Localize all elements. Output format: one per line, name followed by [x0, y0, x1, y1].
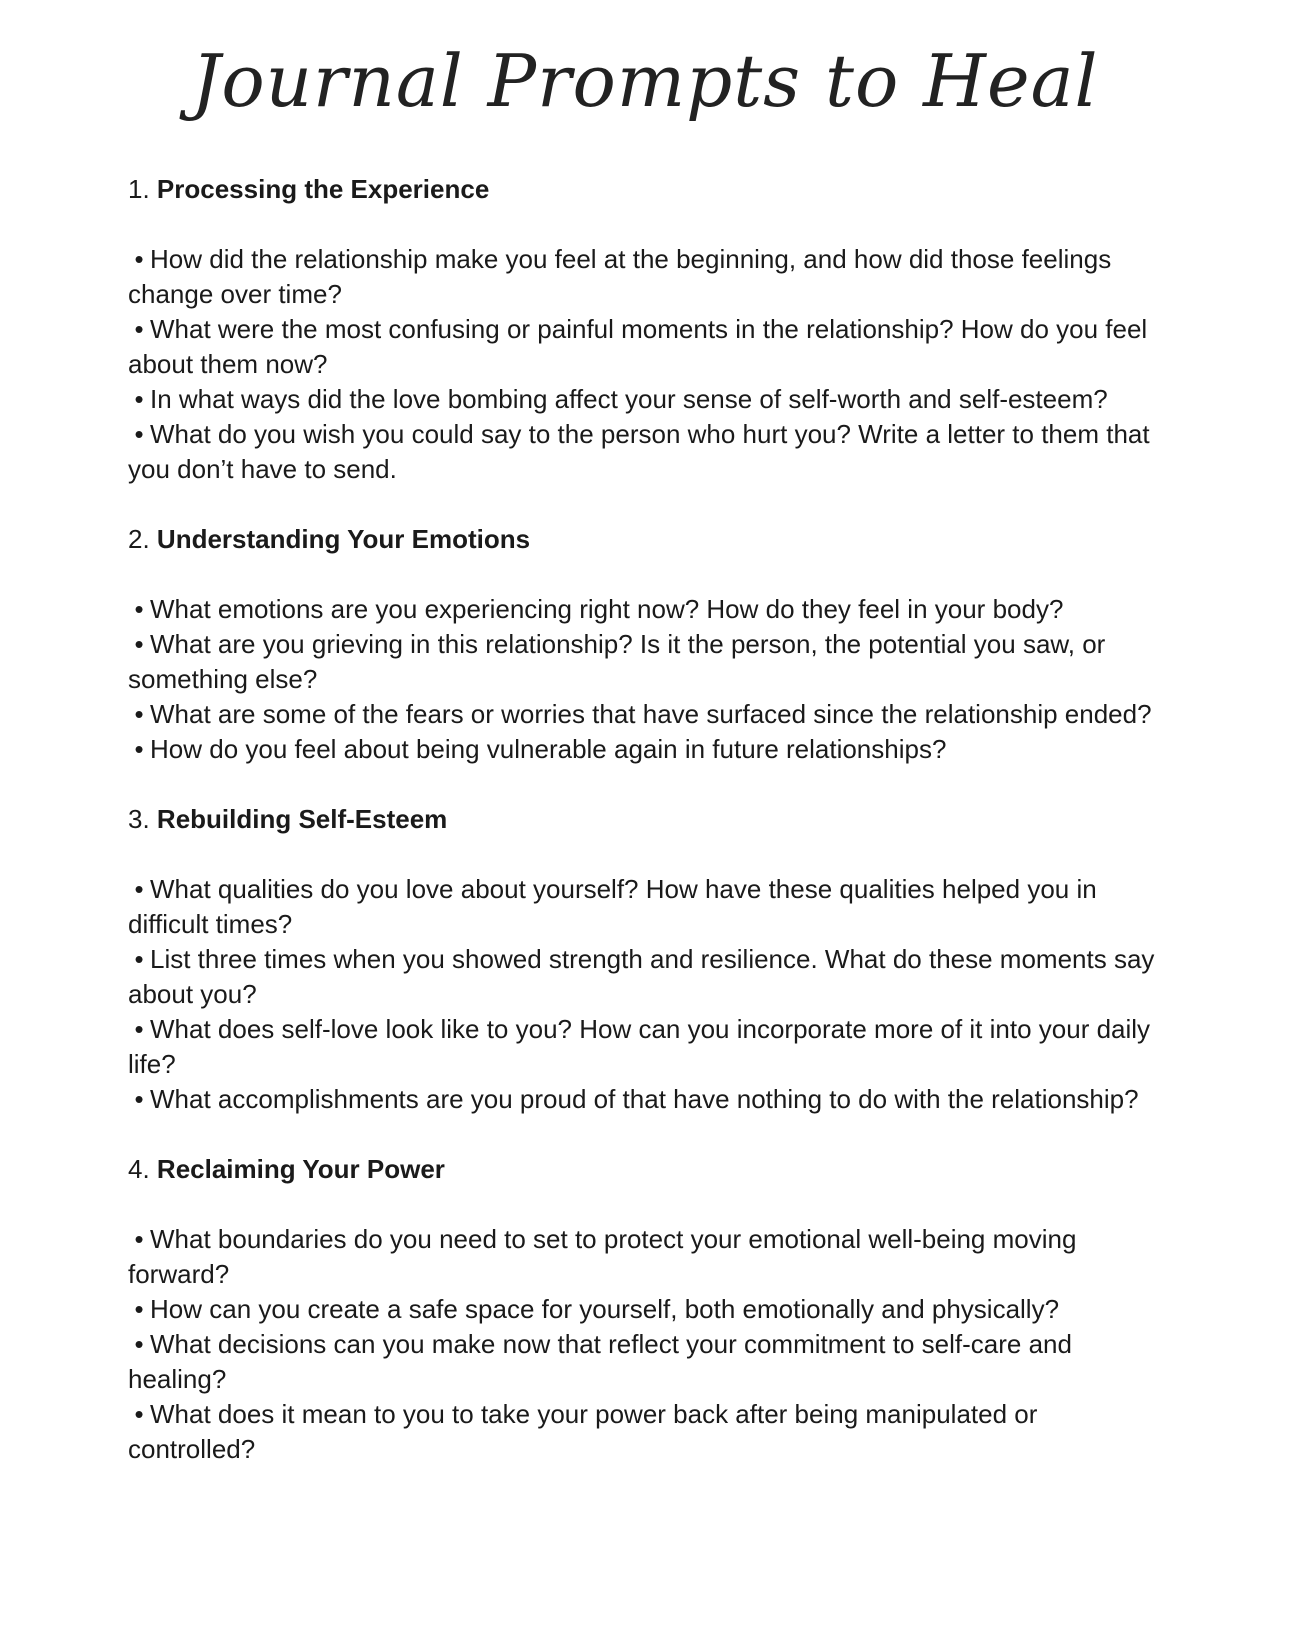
section-heading [128, 172, 1168, 207]
prompt-item [128, 872, 1168, 942]
section-title: Processing the Experience [156, 174, 490, 204]
bullet: • [134, 699, 144, 729]
section-title: Understanding Your Emotions [156, 524, 531, 554]
prompt-item [128, 697, 1168, 732]
prompt-text: What are you grieving in this relationship? Is it the person, the potential you saw, or something else? [128, 629, 1106, 694]
prompt-text: How do you feel about being vulnerable again in future relationships? [150, 734, 947, 764]
section-reclaiming-your-power [128, 1152, 1168, 1467]
bullet: • [134, 1294, 144, 1324]
bullet: • [134, 314, 144, 344]
section-number: 2. [128, 524, 150, 554]
prompt-text: What boundaries do you need to set to protect your emotional well-being moving forward? [128, 1224, 1077, 1289]
prompt-text: List three times when you showed strength and resilience. What do these moments say about you? [128, 944, 1155, 1009]
prompt-item [128, 1012, 1168, 1082]
prompt-text: What qualities do you love about yourself? How have these qualities helped you in difficult times? [128, 874, 1097, 939]
section-heading [128, 1152, 1168, 1187]
prompt-text: In what ways did the love bombing affect your sense of self-worth and self-esteem? [150, 384, 1108, 414]
prompt-item [128, 627, 1168, 697]
bullet: • [134, 734, 144, 764]
prompt-item [128, 382, 1168, 417]
prompt-item [128, 1327, 1168, 1397]
prompt-item [128, 732, 1168, 767]
section-number: 4. [128, 1154, 150, 1184]
bullet: • [134, 419, 144, 449]
prompt-text: How can you create a safe space for yourself, both emotionally and physically? [150, 1294, 1060, 1324]
prompt-item [128, 417, 1168, 487]
prompt-text: What accomplishments are you proud of that have nothing to do with the relationship? [150, 1084, 1139, 1114]
bullet: • [134, 1084, 144, 1114]
prompt-item [128, 1082, 1168, 1117]
bullet: • [134, 1329, 144, 1359]
bullet: • [134, 944, 144, 974]
bullet: • [134, 594, 144, 624]
prompt-text: What are some of the fears or worries that have surfaced since the relationship ended? [150, 699, 1152, 729]
section-rebuilding-self-esteem [128, 802, 1168, 1117]
bullet: • [134, 244, 144, 274]
prompt-text: How did the relationship make you feel at the beginning, and how did those feelings change over time? [128, 244, 1112, 309]
prompt-item [128, 592, 1168, 627]
section-heading [128, 802, 1168, 837]
bullet: • [134, 1224, 144, 1254]
prompt-text: What does it mean to you to take your power back after being manipulated or controlled? [128, 1399, 1038, 1464]
bullet: • [134, 874, 144, 904]
bullet: • [134, 1399, 144, 1429]
prompt-item [128, 1292, 1168, 1327]
page-title: Journal Prompts to Heal [191, 39, 1099, 123]
prompt-item [128, 1222, 1168, 1292]
prompt-text: What does self-love look like to you? How can you incorporate more of it into your daily life? [128, 1014, 1151, 1079]
prompt-item [128, 1397, 1168, 1467]
section-number: 1. [128, 174, 150, 204]
prompt-item [128, 942, 1168, 1012]
bullet: • [134, 629, 144, 659]
bullet: • [134, 1014, 144, 1044]
section-heading [128, 522, 1168, 557]
prompt-item [128, 312, 1168, 382]
prompt-text: What emotions are you experiencing right now? How do they feel in your body? [150, 594, 1064, 624]
section-title: Reclaiming Your Power [156, 1154, 445, 1184]
section-processing-the-experience [128, 172, 1168, 487]
prompt-text: What were the most confusing or painful moments in the relationship? How do you feel about them now? [128, 314, 1148, 379]
prompt-item [128, 242, 1168, 312]
section-understanding-your-emotions [128, 522, 1168, 767]
prompt-text: What do you wish you could say to the person who hurt you? Write a letter to them that you don’t have to send. [128, 419, 1150, 484]
prompt-list [128, 172, 1168, 1467]
section-title: Rebuilding Self-Esteem [156, 804, 448, 834]
section-number: 3. [128, 804, 150, 834]
bullet: • [134, 384, 144, 414]
prompt-text: What decisions can you make now that reflect your commitment to self-care and healing? [128, 1329, 1072, 1394]
